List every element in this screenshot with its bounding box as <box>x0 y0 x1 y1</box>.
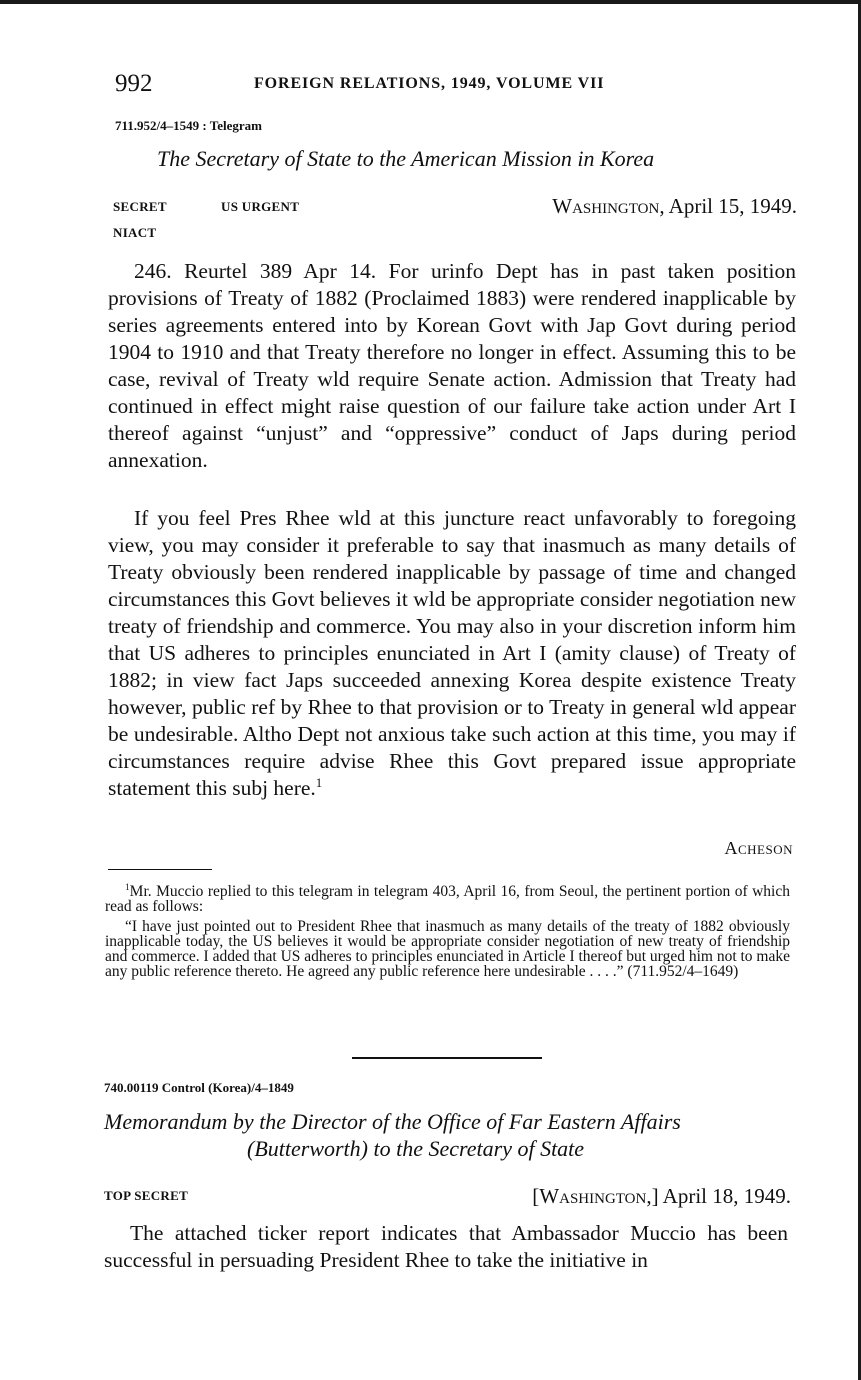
doc1-title: The Secretary of State to the American Mission in Korea <box>157 146 655 171</box>
doc2-place: [Washington,] <box>532 1184 659 1208</box>
doc1-signature: Acheson <box>724 838 793 858</box>
footnote-1-intro <box>105 884 790 914</box>
section-divider <box>352 1057 542 1059</box>
doc2-file-number: 740.00119 Control (Korea)/4–1849 <box>104 1080 294 1095</box>
doc1-paragraph-2-text: If you feel Pres Rhee wld at this juncture react unfavorably to foregoing view, you may consider it preferable to say that inasmuch as many details of Treaty obviously been rendered inapplicable by passage of time and changed circumstances this Govt believes it wld be appropriate consider negotiation new treaty of friendship and commerce. You may also in your discretion inform him that US adheres to principles enunciated in Art I (amity clause) of Treaty of 1882; in view fact Japs succeeded annexing Korea despite existence Treaty however, public ref by Rhee to that provision or to Treaty in general wld appear be undesirable. Altho Dept not anxious take such action at this time, you may if circumstances require advise Rhee this Govt prepared issue appropriate statement this subj here. <box>108 506 796 800</box>
doc1-classification: SECRET <box>113 199 167 214</box>
scan-top-edge <box>0 0 861 4</box>
doc2-paragraph-1: The attached ticker report indicates that Ambassador Muccio has been successful in persuading President Rhee to take the initiative in <box>104 1221 788 1272</box>
doc1-dateline <box>552 194 797 219</box>
doc1-place: Washington <box>552 194 660 218</box>
footnote-rule <box>108 869 212 870</box>
doc1-footnote-ref: 1 <box>315 775 323 790</box>
page-number: 992 <box>115 70 153 97</box>
doc1-precedence: US URGENT <box>221 199 300 214</box>
footnote-1-quote: “I have just pointed out to President Rhee that inasmuch as many details of the treaty of 1882 obviously inapplicable today, the US believes it would be appropriate consider negotiation of new treaty of friendship and commerce. I added that US adheres to principles enunciated in Article I thereof but urged him not to make any public reference thereto. He agreed any public reference here undesirable . . . .” (711.952/4–1649) <box>105 918 790 980</box>
doc2-date: April 18, 1949. <box>658 1184 791 1208</box>
doc2-title-line-2: (Butterworth) to the Secretary of State <box>247 1136 585 1161</box>
doc1-niact: NIACT <box>113 225 157 240</box>
doc1-date: , April 15, 1949. <box>659 194 797 218</box>
doc2-title-line-1: Memorandum by the Director of the Office of Far Eastern Affairs <box>104 1109 681 1134</box>
footnote-marker: 1 <box>125 882 130 893</box>
doc2-classification: TOP SECRET <box>104 1188 189 1203</box>
footnote-1-intro-text: Mr. Muccio replied to this telegram in telegram 403, April 16, from Seoul, the pertinent portion of which read as follows: <box>105 883 790 915</box>
running-head: FOREIGN RELATIONS, 1949, VOLUME VII <box>254 75 605 92</box>
doc1-paragraph-1: 246. Reurtel 389 Apr 14. For urinfo Dept has in past taken position provisions of Treaty of 1882 (Proclaimed 1883) were rendered inapplicable by series agreements entered into by Korean Govt with Jap Govt during period 1904 to 1910 and that Treaty therefore no longer in effect. Assuming this to be case, revival of Treaty wld require Senate action. Admission that Treaty had continued in effect might raise question of our failure take action under Art I thereof against “unjust” and “oppressive” conduct of Japs during period annexation. <box>108 259 796 472</box>
doc1-paragraph-2 <box>108 505 796 802</box>
doc1-file-number: 711.952/4–1549 : Telegram <box>115 118 262 133</box>
doc2-dateline <box>532 1184 791 1209</box>
